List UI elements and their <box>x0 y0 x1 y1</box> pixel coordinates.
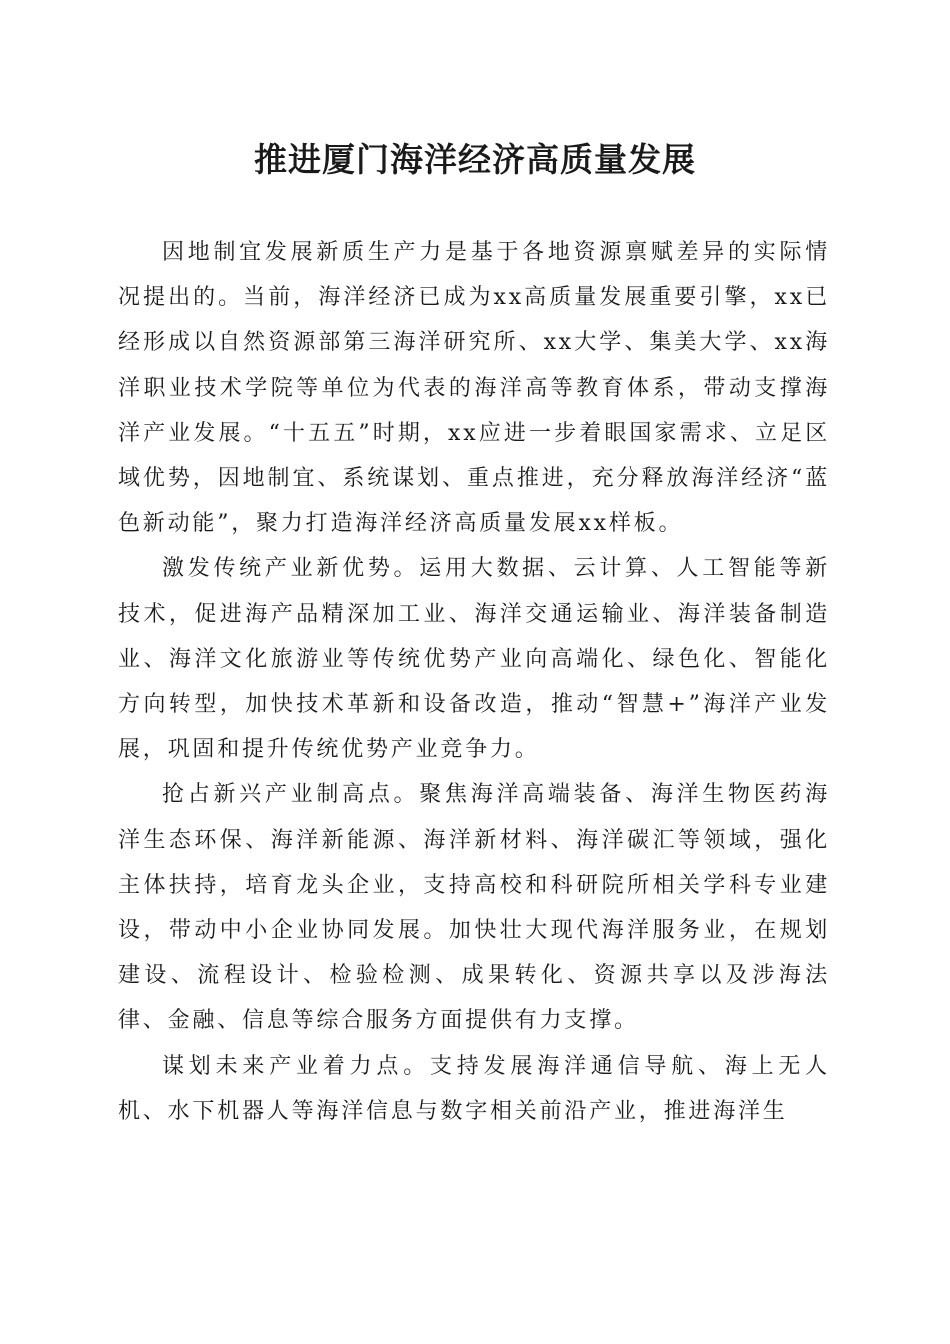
paragraph-future-industry: 谋划未来产业着力点。支持发展海洋通信导航、海上无人机、水下机器人等海洋信息与数字相关前沿产业，推进海洋生 <box>118 1053 830 1124</box>
paragraph-intro: 因地制宜发展新质生产力是基于各地资源禀赋差异的实际情况提出的。当前，海洋经济已成为xx高质量发展重要引擎，xx已经形成以自然资源部第三海洋研究所、xx大学、集美大学、xx海洋职业技术学院等单位为代表的海洋高等教育体系，带动支撑海洋产业发展。“十五五”时期，xx应进一步着眼国家需求、立足区域优势，因地制宜、系统谋划、重点推进，充分释放海洋经济“蓝色新动能”，聚力打造海洋经济高质量发展xx样板。 <box>118 240 830 537</box>
paragraph-emerging-industry: 抢占新兴产业制高点。聚焦海洋高端装备、海洋生物医药海洋生态环保、海洋新能源、海洋新材料、海洋碳汇等领域，强化主体扶持，培育龙头企业，支持高校和科研院所相关学科专业建设，带动中小企业协同发展。加快壮大现代海洋服务业，在规划建设、流程设计、检验检测、成果转化、资源共享以及涉海法律、金融、信息等综合服务方面提供有力支撑。 <box>118 782 830 1034</box>
page-title: 推进厦门海洋经济高质量发展 <box>254 140 696 179</box>
paragraph-traditional-industry: 激发传统产业新优势。运用大数据、云计算、人工智能等新技术，促进海产品精深加工业、海洋交通运输业、海洋装备制造业、海洋文化旅游业等传统优势产业向高端化、绿色化、智能化方向转型，加快技术革新和设备改造，推动“智慧+”海洋产业发展，巩固和提升传统优势产业竞争力。 <box>118 556 830 763</box>
document-body <box>118 230 830 1134</box>
